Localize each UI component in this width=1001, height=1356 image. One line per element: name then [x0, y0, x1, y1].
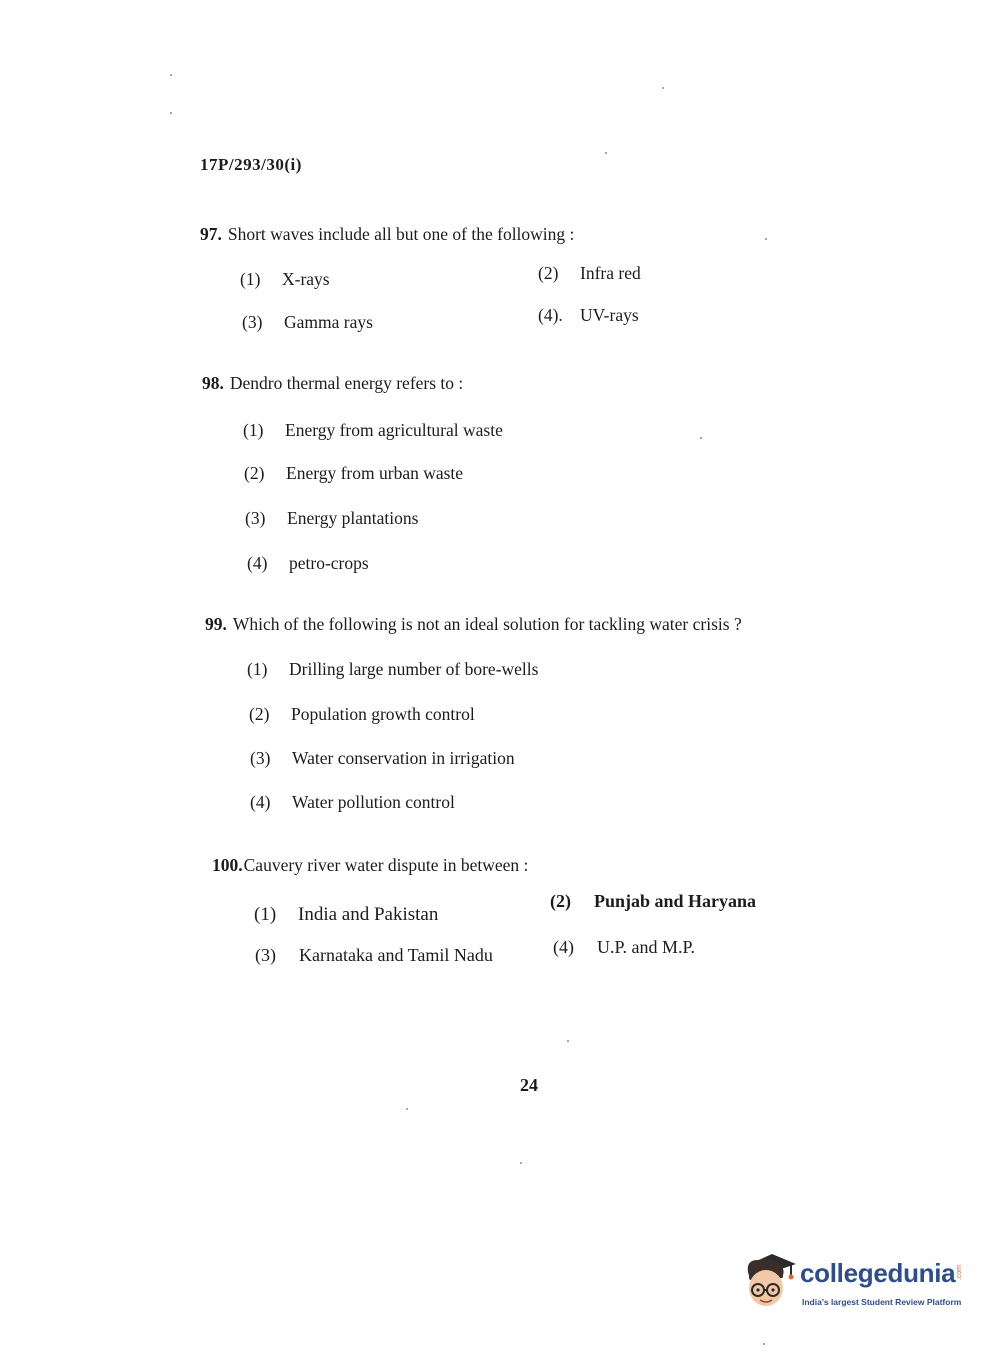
- question-number: 99.: [205, 614, 227, 634]
- option-97-4: (4). UV-rays: [538, 305, 639, 325]
- scan-speck: [662, 87, 664, 89]
- option-99-2: (2) Population growth control: [249, 704, 475, 724]
- paper-code: 17P/293/30(i): [200, 155, 302, 174]
- option-99-3: (3) Water conservation in irrigation: [250, 748, 515, 768]
- question-number: 97.: [200, 224, 222, 244]
- logo-tagline: India's largest Student Review Platform: [802, 1297, 962, 1307]
- logo-tld: .com: [956, 1265, 963, 1281]
- option-98-4: (4) petro-crops: [247, 553, 369, 573]
- question-98: [202, 373, 463, 394]
- question-97: [200, 224, 574, 245]
- scan-speck: [763, 1343, 765, 1345]
- logo-wordmark: collegedunia: [800, 1258, 956, 1288]
- question-99: [205, 614, 742, 635]
- scan-speck: [406, 1108, 408, 1110]
- page-number: 24: [520, 1075, 538, 1095]
- question-number: 98.: [202, 373, 224, 393]
- question-text: Which of the following is not an ideal solution for tackling water crisis ?: [232, 614, 742, 634]
- collegedunia-logo: [742, 1250, 972, 1320]
- option-98-3: (3) Energy plantations: [245, 508, 419, 528]
- option-98-2: (2) Energy from urban waste: [244, 463, 464, 483]
- question-100: [212, 855, 528, 876]
- question-number: 100.: [212, 855, 243, 875]
- scan-speck: [605, 152, 607, 154]
- option-97-1: (1) X-rays: [240, 269, 330, 289]
- question-text: Dendro thermal energy refers to :: [229, 373, 464, 393]
- option-100-3: (3) Karnataka and Tamil Nadu: [255, 945, 493, 965]
- scan-speck: [520, 1162, 522, 1164]
- option-100-4: (4) U.P. and M.P.: [553, 937, 696, 957]
- scan-speck: [765, 238, 767, 240]
- option-100-2: (2) Punjab and Haryana: [550, 891, 757, 911]
- mascot-icon: [742, 1250, 798, 1312]
- option-99-1: (1) Drilling large number of bore-wells: [247, 659, 539, 679]
- option-98-1: (1) Energy from agricultural waste: [243, 420, 503, 440]
- scan-speck: [700, 437, 702, 439]
- question-text: Cauvery river water dispute in between :: [243, 855, 529, 875]
- scan-speck: [170, 112, 172, 114]
- scan-speck: [170, 74, 172, 76]
- option-100-1: (1) India and Pakistan: [254, 904, 439, 925]
- option-97-2: (2) Infra red: [538, 263, 641, 283]
- scan-speck: [567, 1040, 569, 1042]
- question-text: Short waves include all but one of the following :: [227, 224, 575, 244]
- option-97-3: (3) Gamma rays: [242, 312, 373, 332]
- option-99-4: (4) Water pollution control: [250, 792, 455, 812]
